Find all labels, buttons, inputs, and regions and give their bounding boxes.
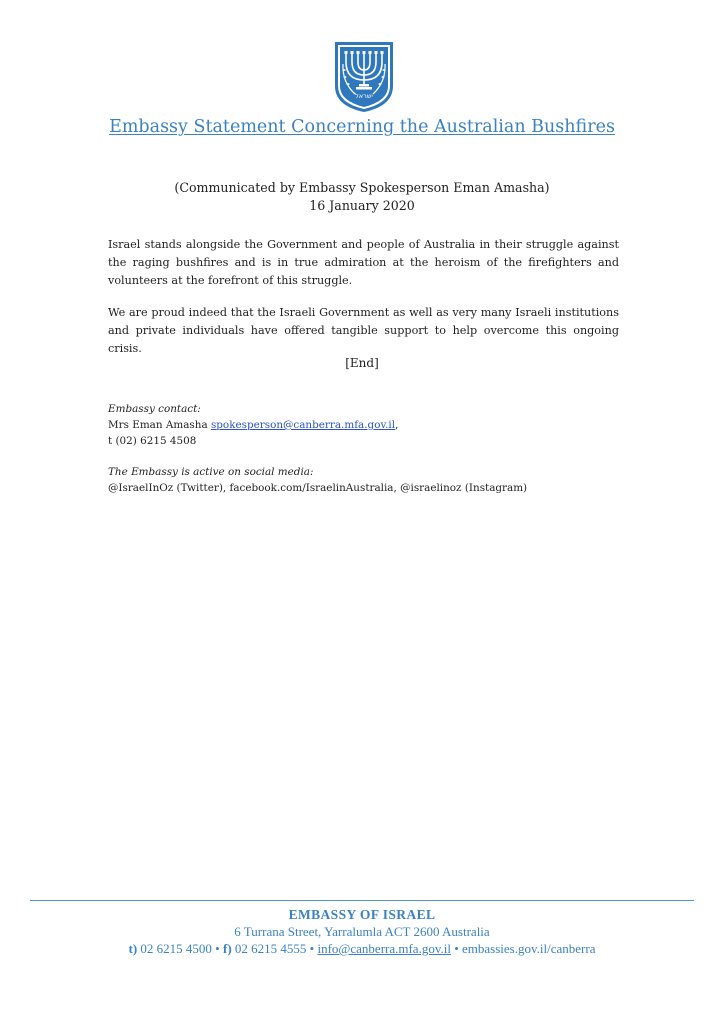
contact-name-line: [108, 417, 398, 433]
footer-email-link[interactable]: info@canberra.mfa.gov.il: [317, 941, 451, 956]
statement-paragraph-1: Israel stands alongside the Government and people of Australia in their struggle against the raging bushfires and is in true admiration at the heroism of the firefighters and volunteers at the forefront of this struggle.: [108, 238, 619, 287]
footer-contact-line: [0, 941, 724, 957]
communicated-by-line: (Communicated by Embassy Spokesperson Eman Amasha): [174, 180, 550, 195]
menorah-emblem-icon: [333, 40, 395, 114]
contact-email-link[interactable]: spokesperson@canberra.mfa.gov.il: [210, 419, 396, 431]
contact-block: [108, 401, 398, 449]
social-heading: The Embassy is active on social media:: [108, 466, 314, 478]
contact-name: Mrs Eman Amasha: [108, 419, 208, 431]
contact-phone: t (02) 6215 4508: [108, 435, 197, 447]
contact-email-suffix: ,: [395, 419, 399, 431]
end-marker: [End]: [345, 356, 379, 370]
statement-paragraph-2: We are proud indeed that the Israeli Government as well as very many Israeli institutions and private individuals have offered tangible support to help overcome this ongoing crisis.: [108, 306, 619, 355]
footer-website-link[interactable]: embassies.gov.il/canberra: [462, 941, 596, 956]
footer-separator: •: [309, 941, 315, 956]
social-block: [108, 464, 527, 496]
contact-heading: Embassy contact:: [108, 403, 201, 415]
footer-fax-label: f): [222, 941, 232, 956]
document-title: Embassy Statement Concerning the Australian Bushfires: [109, 117, 615, 137]
footer-phone: 02 6215 4500: [140, 941, 212, 956]
footer-org-name: EMBASSY OF ISRAEL: [288, 907, 436, 922]
emblem-caption: ישראל: [355, 92, 373, 100]
footer-address: 6 Turrana Street, Yarralumla ACT 2600 Australia: [234, 924, 490, 939]
footer-phone-label: t): [128, 941, 138, 956]
social-handles: @IsraelInOz (Twitter), facebook.com/IsraelinAustralia, @israelinoz (Instagram): [108, 482, 528, 494]
footer-separator: •: [454, 941, 459, 956]
footer-separator: •: [215, 941, 220, 956]
footer-divider: [30, 900, 694, 901]
footer-fax: 02 6215 4555: [234, 941, 307, 956]
statement-date: 16 January 2020: [309, 198, 415, 213]
